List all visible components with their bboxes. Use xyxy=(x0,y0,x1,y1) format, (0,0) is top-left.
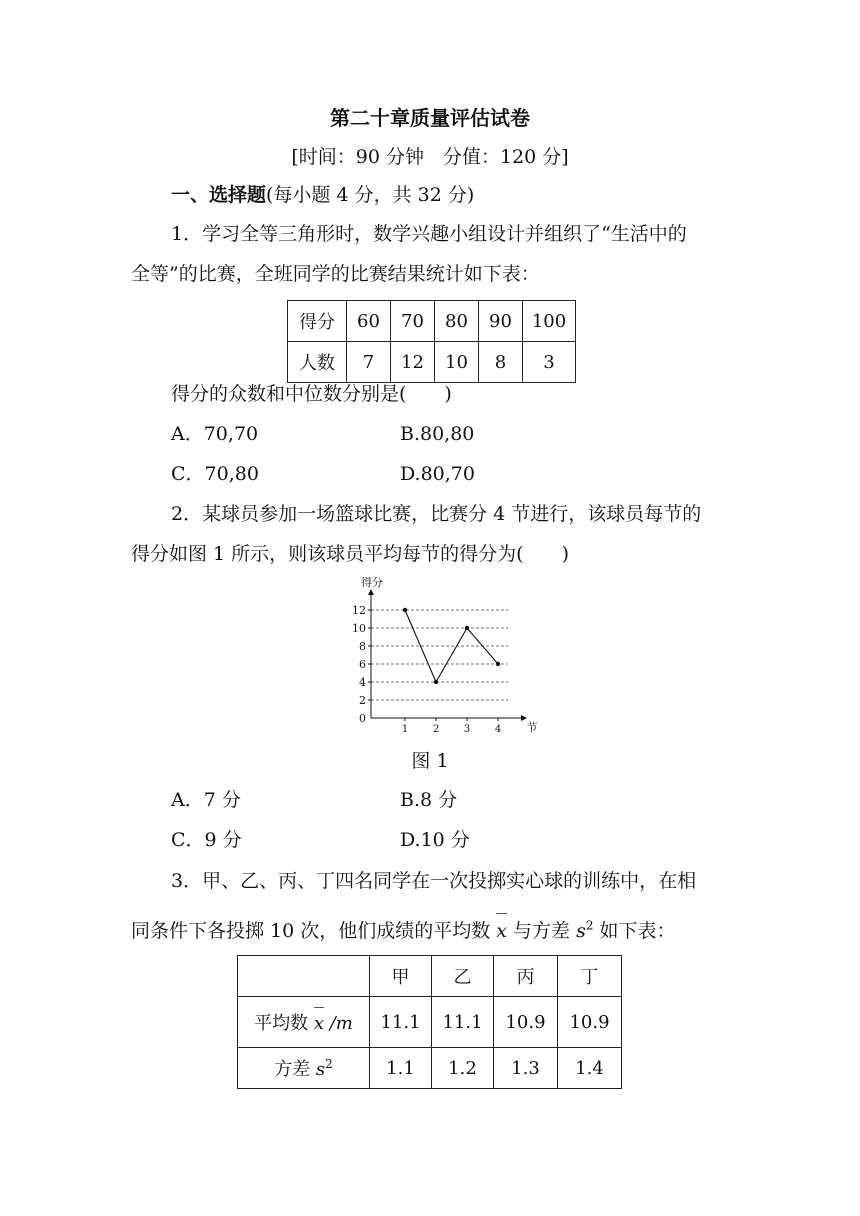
q3-text-segment: 同条件下各投掷 10 次，他们成绩的平均数 xyxy=(131,920,497,942)
q3-text-line2 xyxy=(131,919,676,943)
q2-text-line1: 2．某球员参加一场篮球比赛，比赛分 4 节进行，该球员每节的 xyxy=(171,503,702,525)
table-row xyxy=(238,997,622,1048)
y-tick-label: 4 xyxy=(359,676,366,689)
table-row-label: 人数 xyxy=(288,342,347,383)
page-title: 第二十章质量评估试卷 xyxy=(330,106,530,130)
data-point xyxy=(434,680,438,684)
table-cell: 7 xyxy=(347,342,391,383)
unit-label: /m xyxy=(324,1013,353,1034)
exponent: 2 xyxy=(325,1057,333,1071)
s-symbol: s xyxy=(315,1059,326,1080)
q2-option-b[interactable]: B.8 分 xyxy=(400,789,458,811)
table-cell: 11.1 xyxy=(432,997,494,1048)
table-cell: 60 xyxy=(347,301,391,342)
y-tick-label: 0 xyxy=(359,712,366,725)
q1-score-table xyxy=(287,300,576,383)
q2-option-d[interactable]: D.10 分 xyxy=(400,829,470,851)
q1-text-line2: 全等”的比赛，全班同学的比赛结果统计如下表： xyxy=(131,263,540,285)
y-tick-label: 8 xyxy=(359,640,366,653)
x-axis-title: 节 xyxy=(526,721,538,734)
y-tick-label: 10 xyxy=(352,622,366,635)
table-cell: 70 xyxy=(391,301,435,342)
q3-text-segment: 如下表： xyxy=(593,920,676,942)
table-header-cell: 甲 xyxy=(370,956,432,997)
q1-option-b[interactable]: B.80,80 xyxy=(400,423,475,445)
q2-option-c[interactable]: C．9 分 xyxy=(171,829,242,851)
table-cell: 10 xyxy=(435,342,479,383)
table-cell: 11.1 xyxy=(370,997,432,1048)
table-row-label xyxy=(238,1048,370,1089)
figure-caption: 图 1 xyxy=(411,750,449,772)
table-row-label: 得分 xyxy=(288,301,347,342)
q1-option-a[interactable]: A．70,70 xyxy=(171,423,259,445)
section-heading xyxy=(171,183,474,207)
q1-option-c[interactable]: C．70,80 xyxy=(171,463,259,485)
table-cell: 12 xyxy=(391,342,435,383)
table-header-cell: 乙 xyxy=(432,956,494,997)
table-row xyxy=(238,956,622,997)
section-note: (每小题 4 分，共 32 分) xyxy=(266,184,475,206)
table-corner-cell xyxy=(238,956,370,997)
row-label-text: 方差 xyxy=(274,1059,316,1080)
table-cell: 1.1 xyxy=(370,1048,432,1089)
data-point xyxy=(496,662,500,666)
q1-stem: 得分的众数和中位数分别是( ) xyxy=(171,383,452,405)
x-tick-label: 1 xyxy=(401,724,409,735)
table-header-cell: 丙 xyxy=(494,956,558,997)
table-row xyxy=(288,342,576,383)
table-cell: 90 xyxy=(479,301,523,342)
q2-line-chart xyxy=(340,572,540,740)
q3-text-line1: 3．甲、乙、丙、丁四名同学在一次投掷实心球的训练中，在相 xyxy=(171,870,697,892)
x-tick-label: 4 xyxy=(494,724,502,735)
table-cell: 1.2 xyxy=(432,1048,494,1089)
y-tick-label: 6 xyxy=(359,658,366,671)
table-cell: 1.4 xyxy=(558,1048,622,1089)
x-bar-symbol: x xyxy=(496,920,508,942)
q3-stats-table xyxy=(237,955,622,1089)
x-tick-label: 2 xyxy=(432,724,440,735)
table-cell: 1.3 xyxy=(494,1048,558,1089)
y-axis-title: 得分 xyxy=(361,576,383,589)
q3-text-segment: 与方差 xyxy=(507,920,577,942)
table-row xyxy=(238,1048,622,1089)
table-cell: 8 xyxy=(479,342,523,383)
table-row xyxy=(288,301,576,342)
s-symbol: s xyxy=(576,920,586,942)
data-point xyxy=(403,608,407,612)
y-axis-arrow xyxy=(368,589,374,595)
table-row-label xyxy=(238,997,370,1048)
table-cell: 80 xyxy=(435,301,479,342)
table-cell: 3 xyxy=(523,342,576,383)
table-cell: 100 xyxy=(523,301,576,342)
q1-text-line1: 1．学习全等三角形时，数学兴趣小组设计并组织了“生活中的 xyxy=(171,223,687,245)
exponent: 2 xyxy=(585,918,594,933)
data-point xyxy=(465,626,469,630)
table-header-cell: 丁 xyxy=(558,956,622,997)
exam-info: [时间：90 分钟 分值：120 分] xyxy=(291,146,569,168)
y-tick-label: 12 xyxy=(352,604,366,617)
q2-text-line2: 得分如图 1 所示，则该球员平均每节的得分为( ) xyxy=(131,543,569,565)
table-cell: 10.9 xyxy=(494,997,558,1048)
q2-option-a[interactable]: A．7 分 xyxy=(171,789,241,811)
table-cell: 10.9 xyxy=(558,997,622,1048)
section-title: 一、选择题 xyxy=(171,184,267,206)
x-bar-symbol: x xyxy=(313,1013,325,1034)
y-tick-label: 2 xyxy=(359,694,366,707)
row-label-text: 平均数 xyxy=(254,1013,314,1034)
x-tick-label: 3 xyxy=(463,724,471,735)
q1-option-d[interactable]: D.80,70 xyxy=(400,463,475,485)
